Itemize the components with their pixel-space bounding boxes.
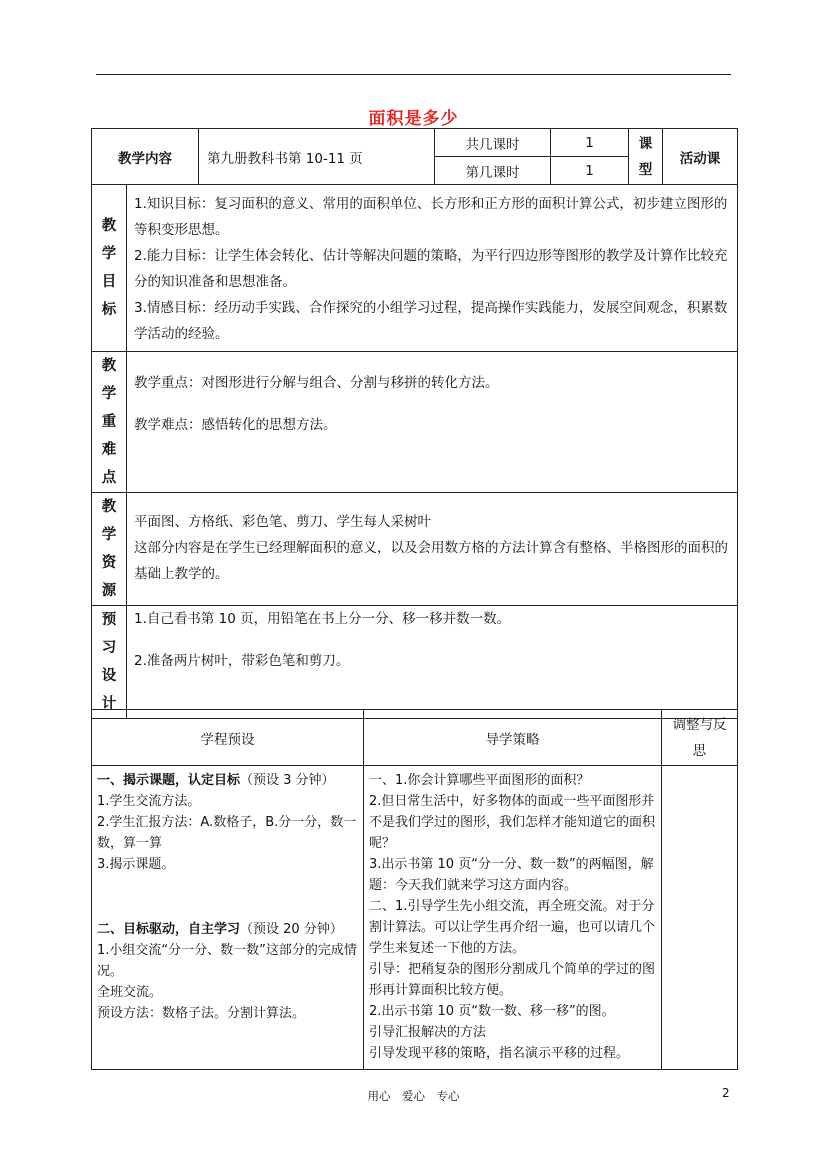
- process-header-guide: 导学策略: [364, 710, 662, 766]
- objectives-label-char: 学: [101, 246, 117, 262]
- footer-text: 用心 爱心 专心: [367, 1089, 460, 1103]
- section1-title: 一、揭示课题，认定目标: [97, 773, 241, 788]
- key-points-label-char: 教: [101, 358, 117, 374]
- objectives-content: [127, 185, 738, 352]
- guide-item: 引导发现平移的策略，指名演示平移的过程。: [369, 1046, 630, 1061]
- section1-item: 1.学生交流方法。: [97, 794, 201, 809]
- objectives-label-char: 目: [101, 274, 117, 290]
- process-table: [91, 709, 738, 1070]
- section2-item: 预设方法：数格子法。分割计算法。: [97, 1006, 306, 1021]
- process-header-reflect: [662, 710, 738, 766]
- key-points-label: [92, 352, 127, 493]
- preview-label-char: 设: [101, 668, 117, 684]
- section2-heading: [97, 919, 358, 940]
- preview-label-char: 习: [101, 640, 117, 656]
- key-points-content: [127, 352, 738, 493]
- type-label-1: 课: [638, 135, 653, 152]
- section2-item: 全班交流。: [97, 985, 163, 1000]
- guide-strategy-cell: [364, 766, 662, 1070]
- content-label: 教学内容: [92, 129, 199, 185]
- guide-item: 3.出示书第 10 页“分一分、数一数”的两幅图，解题：今天我们就来学习这方面内容。: [369, 857, 654, 893]
- resources-label-char: 源: [101, 583, 117, 599]
- header-rule: [96, 74, 731, 75]
- resources-label-char: 学: [101, 527, 117, 543]
- type-label-2: 型: [638, 161, 653, 178]
- section1-heading: [97, 770, 358, 791]
- section2-item: 1.小组交流“分一分、数一数”这部分的完成情况。: [97, 943, 357, 979]
- type-value: 活动课: [663, 129, 738, 185]
- content-value: 第九册教科书第 10-11 页: [199, 129, 435, 185]
- preview-item: 1.自己看书第 10 页，用铅笔在书上分一分、移一移并数一数。: [134, 611, 511, 627]
- reflection-cell: [662, 766, 738, 1070]
- guide-item: 二、1.引导学生先小组交流，再全班交流。对于分割计算法。可以让学生再介绍一遍，也可以请几个学生来复述一下他的方法。: [369, 899, 656, 956]
- objective-item: 2.能力目标：让学生体会转化、估计等解决问题的策略，为平行四边形等图形的教学及计算作比较充分的知识准备和思想准备。: [134, 248, 728, 290]
- objectives-label-char: 教: [101, 218, 117, 234]
- guide-item: 2.但日常生活中，好多物体的面或一些平面图形并不是我们学过的图形，我们怎样才能知道它的面积呢？: [369, 794, 656, 851]
- key-points-label-char: 难: [101, 442, 117, 458]
- reflect-header-2: 思: [692, 742, 707, 759]
- page-number: 2: [722, 1086, 730, 1100]
- resources-label-char: 教: [101, 499, 117, 515]
- reflect-header-1: 调整与反: [672, 716, 727, 733]
- process-header-student: 学程预设: [92, 710, 364, 766]
- guide-item: 引导：把稍复杂的图形分割成几个简单的学过的图形再计算面积比较方便。: [369, 962, 656, 998]
- resources-content: [127, 493, 738, 606]
- resources-label-char: 资: [101, 555, 117, 571]
- section1-item: 3.揭示课题。: [97, 857, 175, 872]
- type-label: [629, 129, 663, 185]
- preview-label: [92, 606, 127, 719]
- teaching-difficulty: 教学难点：感悟转化的思想方法。: [134, 417, 337, 433]
- total-hours-label: 共几课时: [435, 129, 551, 157]
- key-points-label-char: 点: [101, 470, 117, 486]
- section1-time: （预设 3 分钟）: [240, 773, 335, 788]
- preview-content: [127, 606, 738, 719]
- preview-item: 2.准备两片树叶，带彩色笔和剪刀。: [134, 653, 350, 669]
- guide-item: 一、1.你会计算哪些平面图形的面积？: [369, 773, 590, 788]
- resources-note: 这部分内容是在学生已经理解面积的意义，以及会用数方格的方法计算含有整格、半格图形的面积的基础上教学的。: [134, 540, 728, 582]
- page-title: 面积是多少: [368, 109, 459, 129]
- resources-label: [92, 493, 127, 606]
- section2-time: （预设 20 分钟）: [240, 922, 343, 937]
- lesson-info-table: [91, 128, 738, 719]
- key-points-label-char: 重: [101, 414, 117, 430]
- objective-item: 3.情感目标：经历动手实践、合作探究的小组学习过程，提高操作实践能力，发展空间观念，积累数学活动的经验。: [134, 300, 728, 342]
- which-hour-label: 第几课时: [435, 157, 551, 185]
- resources-materials: 平面图、方格纸、彩色笔、剪刀、学生每人采树叶: [134, 514, 431, 530]
- objectives-label: [92, 185, 127, 352]
- section1-item: 2.学生汇报方法：A.数格子，B.分一分，数一数，算一算: [97, 815, 357, 851]
- teaching-focus: 教学重点：对图形进行分解与组合、分割与移拼的转化方法。: [134, 375, 499, 391]
- guide-item: 2.出示书第 10 页“数一数、移一移”的图。: [369, 1004, 615, 1019]
- total-hours-value: 1: [551, 129, 629, 157]
- objective-item: 1.知识目标：复习面积的意义、常用的面积单位、长方形和正方形的面积计算公式，初步建立图形的等积变形思想。: [134, 196, 728, 238]
- objectives-label-char: 标: [101, 302, 117, 318]
- section2-title: 二、目标驱动，自主学习: [97, 922, 241, 937]
- key-points-label-char: 学: [101, 386, 117, 402]
- guide-item: 引导汇报解决的方法: [369, 1025, 487, 1040]
- preview-label-char: 计: [101, 696, 117, 712]
- preview-label-char: 预: [101, 612, 117, 628]
- which-hour-value: 1: [551, 157, 629, 185]
- student-process-cell: [92, 766, 364, 1070]
